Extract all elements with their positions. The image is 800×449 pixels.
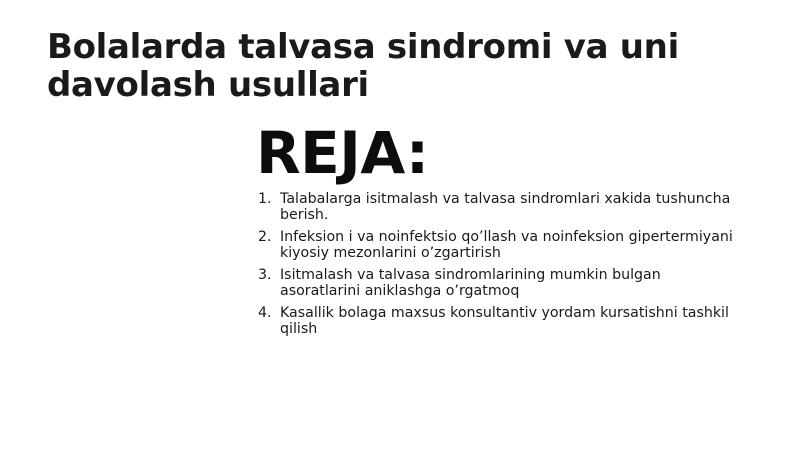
plan-item-number: 1. (258, 191, 272, 207)
plan-item-text: Kasallik bolaga maxsus konsultantiv yordam kursatishni tashkil qilish (280, 305, 729, 337)
plan-item-number: 4. (258, 305, 272, 321)
plan-list (258, 191, 738, 343)
plan-item-3 (258, 267, 738, 299)
plan-item-text: Infeksion i va noinfektsio qo’llash va noinfeksion gipertermiyani kiyosiy mezonlarini o’zgartirish (280, 229, 733, 261)
plan-heading: REJA: (256, 119, 429, 187)
plan-item-number: 2. (258, 229, 272, 245)
plan-item-2 (258, 229, 738, 261)
plan-item-1 (258, 191, 738, 223)
plan-item-4 (258, 305, 738, 337)
plan-item-number: 3. (258, 267, 272, 283)
plan-item-text: Talabalarga isitmalash va talvasa sindromlari xakida tushuncha berish. (280, 191, 731, 223)
plan-item-text: Isitmalash va talvasa sindromlarining mumkin bulgan asoratlarini aniklashga o’rgatmoq (280, 267, 661, 299)
slide-title: Bolalarda talvasa sindromi va uni davolash usullari (47, 27, 679, 105)
